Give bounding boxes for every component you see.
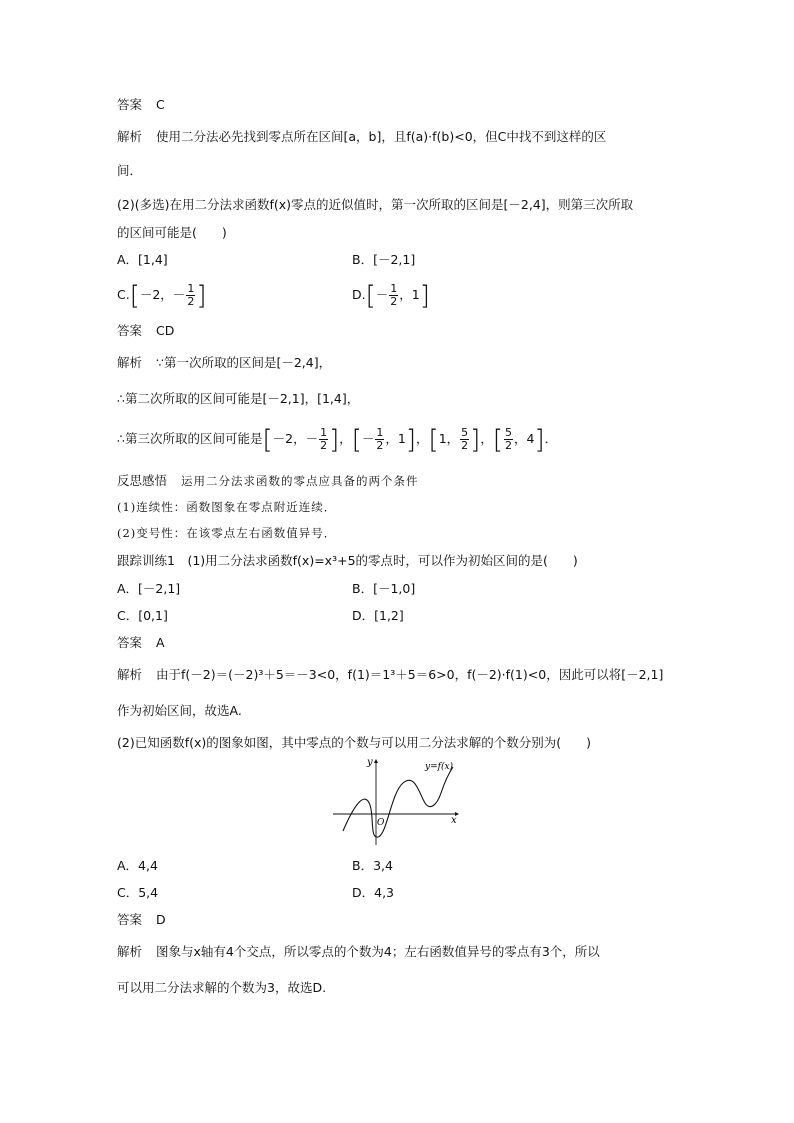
fraction <box>504 427 513 452</box>
right-bracket: ] <box>405 424 417 455</box>
curve-label: y=f(x) <box>425 762 454 772</box>
option-d-text-2: ，1 <box>399 287 420 302</box>
analysis-label: 解析 <box>117 667 143 682</box>
numerator: 1 <box>320 426 328 439</box>
separator: ， <box>339 431 352 446</box>
fraction <box>389 283 398 308</box>
analysis-text: 可以用二分法求解的个数为3，故选D. <box>117 980 327 995</box>
option-b: B．[－1,0] <box>352 581 416 596</box>
option-a: A．[1,4] <box>117 252 168 267</box>
practice-1-line-1 <box>117 552 578 570</box>
practice-text: (2)已知函数f(x)的图象如图，其中零点的个数与可以用二分法求解的个数分别为( ) <box>117 735 592 750</box>
left-bracket: [ <box>428 424 439 455</box>
numerator: 5 <box>461 426 469 439</box>
analysis-label: 解析 <box>117 944 143 959</box>
denominator: 2 <box>461 439 469 452</box>
function-curve <box>343 767 453 837</box>
option-d <box>352 280 430 311</box>
fraction <box>375 427 384 452</box>
interval-2-text: － <box>361 431 375 446</box>
option-c <box>117 280 206 311</box>
answer-line-2 <box>117 322 174 340</box>
analysis-line-3 <box>117 354 331 372</box>
option-d-text: － <box>375 287 389 302</box>
denominator: 2 <box>187 295 195 308</box>
analysis-text: 图象与x轴有4个交点，所以零点的个数为4；左右函数值异号的零点有3个，所以 <box>156 944 600 959</box>
right-bracket: ] <box>329 424 340 455</box>
fraction <box>319 427 328 452</box>
answer-line-1 <box>117 96 165 114</box>
right-bracket: ] <box>419 280 430 311</box>
separator: ， <box>480 431 493 446</box>
answer-value: D <box>156 912 166 927</box>
answer-label: 答案 <box>117 97 143 112</box>
analysis-text: ∴第三次所取的区间可能是 <box>117 431 263 446</box>
option-c-text: －2，－ <box>139 287 186 302</box>
denominator: 2 <box>390 295 398 308</box>
answer-label: 答案 <box>117 912 143 927</box>
numerator: 1 <box>376 426 384 439</box>
option-a: A．4,4 <box>117 858 158 873</box>
fraction <box>186 283 195 308</box>
y-axis-arrow-icon <box>374 759 378 763</box>
analysis-label: 解析 <box>117 355 143 370</box>
separator: ， <box>416 431 429 446</box>
analysis-line-7 <box>117 702 242 720</box>
interval-4-text: ，4 <box>513 431 535 446</box>
question-text: (2)(多选)在用二分法求函数f(x)零点的近似值时，第一次所取的区间是[－2,4]，则第三次所取 <box>117 197 634 212</box>
option-a: A．[－2,1] <box>117 581 181 596</box>
analysis-label: 解析 <box>117 129 143 144</box>
option-b: B．[－2,1] <box>352 252 416 267</box>
analysis-line-1 <box>117 128 606 146</box>
reflection-item-2: (2)变号性：在该零点左右函数值异号． <box>117 526 337 540</box>
left-bracket: [ <box>492 424 503 455</box>
interval-1-text: －2，－ <box>272 431 319 446</box>
answer-line-3 <box>117 634 165 652</box>
denominator: 2 <box>504 439 512 452</box>
right-bracket: ] <box>470 424 481 455</box>
fraction <box>460 427 469 452</box>
numerator: 1 <box>390 282 398 295</box>
origin-label: O <box>377 818 385 828</box>
reflection-text: 运用二分法求函数的零点应具备的两个条件 <box>181 474 419 488</box>
option-d: D．[1,2] <box>352 608 404 623</box>
reflection-item-1: (1)连续性：函数图象在零点附近连续． <box>117 500 337 514</box>
reflection-heading <box>117 472 419 490</box>
analysis-line-4 <box>117 390 359 408</box>
analysis-text: 间． <box>117 163 143 178</box>
answer-value: C <box>156 97 165 112</box>
question-text: 的区间可能是( ) <box>117 225 227 240</box>
period: ． <box>544 431 558 446</box>
analysis-text: 作为初始区间，故选A. <box>117 703 242 718</box>
answer-label: 答案 <box>117 635 143 650</box>
x-axis-label: x <box>451 815 457 826</box>
option-c: C．5,4 <box>117 885 159 900</box>
right-bracket: ] <box>196 280 207 311</box>
option-c-prefix: C. <box>117 287 130 302</box>
analysis-line-8 <box>117 943 600 961</box>
analysis-text: ∵第一次所取的区间是[－2,4]， <box>156 355 332 370</box>
option-d-prefix: D. <box>352 287 366 302</box>
denominator: 2 <box>320 439 328 452</box>
option-b: B．3,4 <box>352 858 393 873</box>
y-axis-label: y <box>367 757 373 768</box>
numerator: 1 <box>187 282 195 295</box>
analysis-line-5 <box>117 424 557 455</box>
answer-value: CD <box>156 323 175 338</box>
answer-value: A <box>156 635 165 650</box>
right-bracket: ] <box>534 424 545 455</box>
analysis-text: ∴第二次所取的区间可能是[－2,1]，[1,4]， <box>117 391 360 406</box>
question-2-line-2 <box>117 224 227 242</box>
left-bracket: [ <box>262 424 273 455</box>
practice-text: 跟踪训练1 (1)用二分法求函数f(x)=x³+5的零点时，可以作为初始区间的是( ) <box>117 553 578 568</box>
analysis-text: 使用二分法必先找到零点所在区间[a，b]，且f(a)·f(b)<0，但C中找不到这样的区 <box>156 129 607 144</box>
option-d: D．4,3 <box>352 885 395 900</box>
left-bracket: [ <box>351 424 362 455</box>
analysis-line-6 <box>117 666 663 684</box>
question-2-line-1 <box>117 196 633 214</box>
analysis-text: 由于f(－2)＝(－2)³＋5＝－3<0，f(1)＝1³＋5＝6>0，f(－2)·f(1)<0，因此可以将[－2,1] <box>156 667 664 682</box>
answer-label: 答案 <box>117 323 143 338</box>
practice-2-line-1 <box>117 734 591 752</box>
interval-2-text-2: ，1 <box>385 431 406 446</box>
interval-3-text: 1， <box>438 431 460 446</box>
analysis-line-9 <box>117 979 326 997</box>
denominator: 2 <box>376 439 384 452</box>
analysis-line-2 <box>117 162 142 180</box>
answer-line-4 <box>117 911 166 929</box>
reflection-title: 反思感悟 <box>117 473 168 488</box>
left-bracket: [ <box>129 280 140 311</box>
numerator: 5 <box>504 426 512 439</box>
option-c: C．[0,1] <box>117 608 168 623</box>
left-bracket: [ <box>365 280 376 311</box>
function-graph <box>333 757 463 847</box>
